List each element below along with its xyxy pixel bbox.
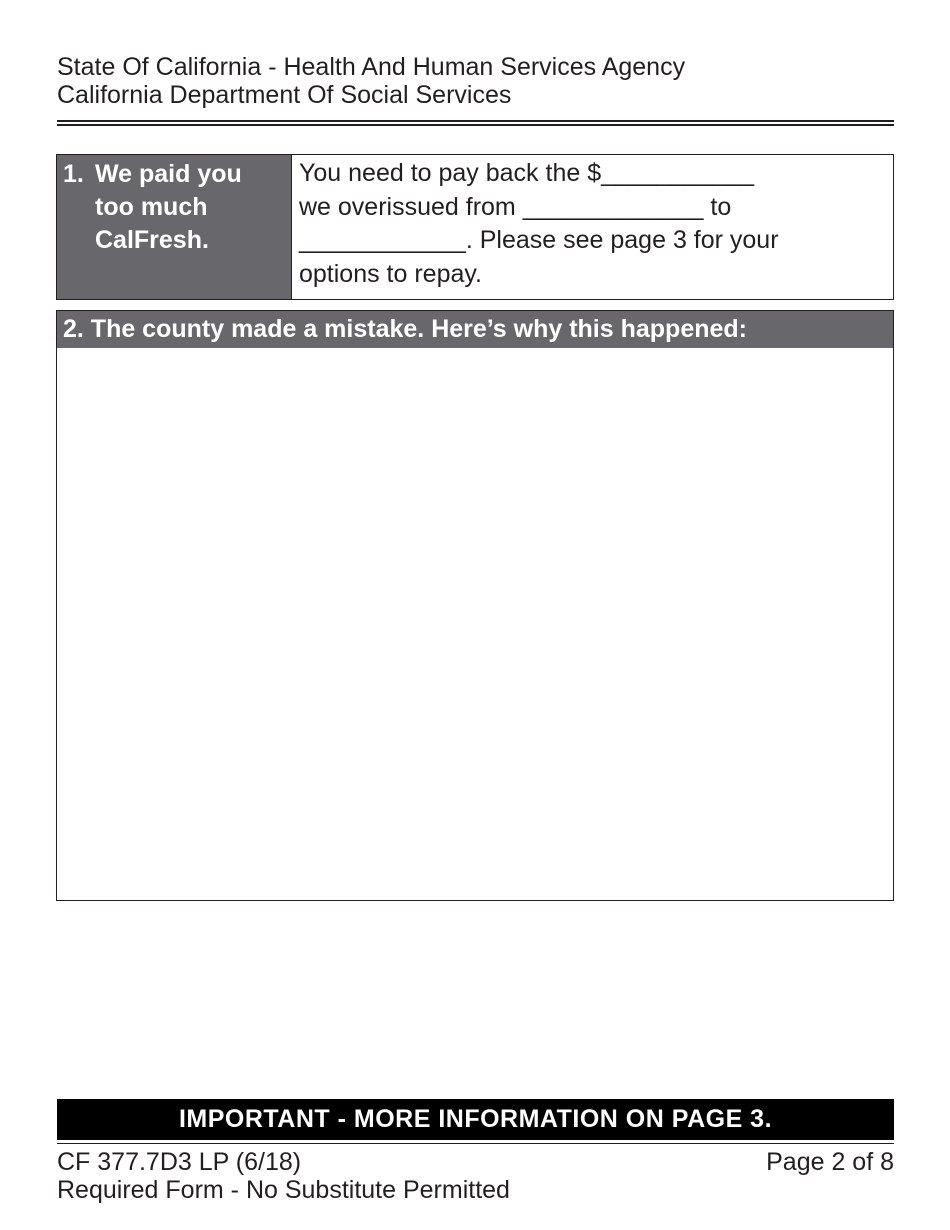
section-overpayment <box>56 154 894 300</box>
footer-divider <box>57 1143 894 1144</box>
overpayment-details[interactable] <box>291 155 893 299</box>
section-county-mistake-heading: 2. The county made a mistake. Here’s why this happened: <box>57 311 893 348</box>
body-line: ____________. Please see page 3 for your <box>299 226 779 254</box>
form-info <box>57 1148 510 1204</box>
heading-line: too much <box>95 193 208 221</box>
body-line: You need to pay back the $___________ <box>299 159 755 187</box>
important-banner: IMPORTANT - MORE INFORMATION ON PAGE 3. <box>57 1099 894 1140</box>
form-note: Required Form - No Substitute Permitted <box>57 1176 510 1204</box>
section-number: 1. <box>63 160 84 188</box>
header-divider <box>57 120 894 126</box>
form-id: CF 377.7D3 LP (6/18) <box>57 1148 302 1176</box>
heading-line: We paid you <box>95 160 242 188</box>
body-line: options to repay. <box>299 259 482 288</box>
explanation-area[interactable] <box>57 348 893 898</box>
body-line: we overissued from _____________ to <box>299 192 732 221</box>
section-county-mistake <box>56 310 894 901</box>
agency-header <box>57 53 685 109</box>
section-overpayment-heading <box>57 155 291 299</box>
agency-name: State Of California - Health And Human Services Agency <box>57 53 686 81</box>
department-name: California Department Of Social Services <box>57 81 512 109</box>
heading-line: CalFresh. <box>95 226 209 254</box>
page-number: Page 2 of 8 <box>766 1148 894 1176</box>
